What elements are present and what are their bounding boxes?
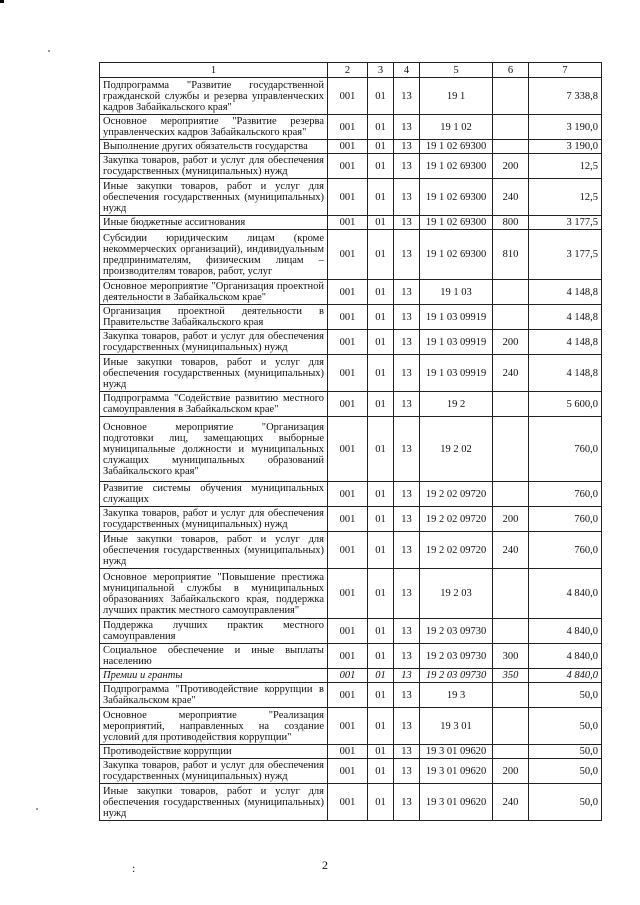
column-header: 5	[420, 63, 493, 78]
row-name-cell: Закупка товаров, работ и услуг для обеспечения государственных (муниципальных) нужд	[100, 154, 328, 179]
subsection-code-cell: 13	[394, 115, 420, 140]
target-article-cell: 19 1 03	[420, 280, 493, 305]
amount-cell: 3 190,0	[529, 140, 602, 154]
column-header: 1	[100, 63, 328, 78]
table-row	[100, 417, 602, 482]
table-row	[100, 569, 602, 619]
section-code-cell: 001	[328, 154, 368, 179]
section-code-cell: 001	[328, 708, 368, 745]
amount-cell: 4 148,8	[529, 330, 602, 355]
column-header: 7	[529, 63, 602, 78]
column-header: 3	[368, 63, 394, 78]
expense-type-cell	[493, 280, 529, 305]
table-row	[100, 392, 602, 417]
row-name-cell: Закупка товаров, работ и услуг для обеспечения государственных (муниципальных) нужд	[100, 330, 328, 355]
table-row	[100, 759, 602, 784]
subsection-code-cell: 01	[368, 392, 394, 417]
row-name-cell: Основное мероприятие "Реализация мероприятий, направленных на создание условий для противодействия коррупции"	[100, 708, 328, 745]
subsection-code-cell: 13	[394, 759, 420, 784]
subsection-code-cell: 13	[394, 392, 420, 417]
subsection-code-cell: 01	[368, 280, 394, 305]
amount-cell: 12,5	[529, 154, 602, 179]
section-code-cell: 001	[328, 78, 368, 115]
subsection-code-cell: 01	[368, 230, 394, 280]
subsection-code-cell: 13	[394, 78, 420, 115]
target-article-cell: 19 1	[420, 78, 493, 115]
row-name-cell: Иные закупки товаров, работ и услуг для обеспечения государственных (муниципальных) нужд	[100, 355, 328, 392]
expense-type-cell: 350	[493, 669, 529, 683]
row-name-cell: Закупка товаров, работ и услуг для обеспечения государственных (муниципальных) нужд	[100, 507, 328, 532]
column-header: 6	[493, 63, 529, 78]
subsection-code-cell: 01	[368, 683, 394, 708]
subsection-code-cell: 13	[394, 708, 420, 745]
subsection-code-cell: 13	[394, 644, 420, 669]
section-code-cell: 001	[328, 305, 368, 330]
amount-cell: 3 190,0	[529, 115, 602, 140]
table-row	[100, 669, 602, 683]
section-code-cell: 001	[328, 230, 368, 280]
amount-cell: 760,0	[529, 507, 602, 532]
table-row	[100, 619, 602, 644]
subsection-code-cell: 13	[394, 305, 420, 330]
target-article-cell: 19 1 03 09919	[420, 305, 493, 330]
subsection-code-cell: 01	[368, 569, 394, 619]
target-article-cell: 19 1 02 69300	[420, 216, 493, 230]
subsection-code-cell: 13	[394, 355, 420, 392]
expense-type-cell	[493, 708, 529, 745]
amount-cell: 50,0	[529, 683, 602, 708]
table-row	[100, 683, 602, 708]
subsection-code-cell: 01	[368, 482, 394, 507]
subsection-code-cell: 01	[368, 708, 394, 745]
amount-cell: 50,0	[529, 745, 602, 759]
row-name-cell: Основное мероприятие "Организация подготовки лиц, замещающих выборные муниципальные должности и муниципальных служащих муниципальных образований Забайкальского края"	[100, 417, 328, 482]
scan-corner-mark	[0, 0, 4, 3]
row-name-cell: Премии и гранты	[100, 669, 328, 683]
row-name-cell: Выполнение других обязательств государства	[100, 140, 328, 154]
expense-type-cell: 800	[493, 216, 529, 230]
subsection-code-cell: 13	[394, 619, 420, 644]
amount-cell: 50,0	[529, 784, 602, 821]
table-row	[100, 154, 602, 179]
amount-cell: 50,0	[529, 708, 602, 745]
subsection-code-cell: 13	[394, 230, 420, 280]
row-name-cell: Развитие системы обучения муниципальных служащих	[100, 482, 328, 507]
row-name-cell: Закупка товаров, работ и услуг для обеспечения государственных (муниципальных) нужд	[100, 759, 328, 784]
subsection-code-cell: 01	[368, 216, 394, 230]
row-name-cell: Иные бюджетные ассигнования	[100, 216, 328, 230]
section-code-cell: 001	[328, 619, 368, 644]
subsection-code-cell: 01	[368, 179, 394, 216]
subsection-code-cell: 13	[394, 280, 420, 305]
amount-cell: 760,0	[529, 482, 602, 507]
row-name-cell: Основное мероприятие "Развитие резерва управленческих кадров Забайкальского края"	[100, 115, 328, 140]
amount-cell: 4 840,0	[529, 669, 602, 683]
section-code-cell: 001	[328, 216, 368, 230]
table-row	[100, 330, 602, 355]
amount-cell: 4 148,8	[529, 280, 602, 305]
target-article-cell: 19 1 03 09919	[420, 355, 493, 392]
target-article-cell: 19 1 02 69300	[420, 154, 493, 179]
table-row	[100, 355, 602, 392]
target-article-cell: 19 3	[420, 683, 493, 708]
subsection-code-cell: 13	[394, 745, 420, 759]
subsection-code-cell: 01	[368, 784, 394, 821]
section-code-cell: 001	[328, 280, 368, 305]
amount-cell: 4 840,0	[529, 569, 602, 619]
expense-type-cell: 200	[493, 759, 529, 784]
expense-type-cell	[493, 305, 529, 330]
subsection-code-cell: 01	[368, 669, 394, 683]
target-article-cell: 19 3 01 09620	[420, 784, 493, 821]
amount-cell: 3 177,5	[529, 216, 602, 230]
expense-type-cell	[493, 619, 529, 644]
section-code-cell: 001	[328, 140, 368, 154]
amount-cell: 4 840,0	[529, 619, 602, 644]
table-row	[100, 140, 602, 154]
expense-type-cell	[493, 392, 529, 417]
table-row	[100, 507, 602, 532]
section-code-cell: 001	[328, 115, 368, 140]
row-name-cell: Организация проектной деятельности в Правительстве Забайкальского края	[100, 305, 328, 330]
subsection-code-cell: 13	[394, 669, 420, 683]
budget-table	[99, 62, 602, 821]
row-name-cell: Подпрограмма "Противодействие коррупции в Забайкальском крае"	[100, 683, 328, 708]
expense-type-cell: 240	[493, 179, 529, 216]
section-code-cell: 001	[328, 569, 368, 619]
target-article-cell: 19 2 03 09730	[420, 669, 493, 683]
expense-type-cell	[493, 482, 529, 507]
amount-cell: 760,0	[529, 532, 602, 569]
section-code-cell: 001	[328, 532, 368, 569]
section-code-cell: 001	[328, 482, 368, 507]
row-name-cell: Основное мероприятие "Организация проектной деятельности в Забайкальском крае"	[100, 280, 328, 305]
table-row	[100, 280, 602, 305]
subsection-code-cell: 01	[368, 305, 394, 330]
table-header-row	[100, 63, 602, 78]
expense-type-cell	[493, 417, 529, 482]
target-article-cell: 19 1 03 09919	[420, 330, 493, 355]
subsection-code-cell: 13	[394, 569, 420, 619]
expense-type-cell	[493, 745, 529, 759]
section-code-cell: 001	[328, 784, 368, 821]
subsection-code-cell: 13	[394, 216, 420, 230]
expense-type-cell: 200	[493, 330, 529, 355]
table-row	[100, 216, 602, 230]
subsection-code-cell: 13	[394, 330, 420, 355]
table-row	[100, 644, 602, 669]
table-row	[100, 179, 602, 216]
section-code-cell: 001	[328, 392, 368, 417]
subsection-code-cell: 13	[394, 482, 420, 507]
table-row	[100, 745, 602, 759]
row-name-cell: Поддержка лучших практик местного самоуправления	[100, 619, 328, 644]
amount-cell: 5 600,0	[529, 392, 602, 417]
row-name-cell: Подпрограмма "Развитие государственной гражданской службы и резерва управленческих кадров Забайкальского края"	[100, 78, 328, 115]
section-code-cell: 001	[328, 669, 368, 683]
row-name-cell: Социальное обеспечение и иные выплаты населению	[100, 644, 328, 669]
target-article-cell: 19 1 02 69300	[420, 230, 493, 280]
section-code-cell: 001	[328, 355, 368, 392]
target-article-cell: 19 2 03	[420, 569, 493, 619]
target-article-cell: 19 2 02 09720	[420, 507, 493, 532]
page-number: 2	[322, 858, 328, 872]
subsection-code-cell: 01	[368, 619, 394, 644]
target-article-cell: 19 3 01 09620	[420, 759, 493, 784]
subsection-code-cell: 01	[368, 644, 394, 669]
subsection-code-cell: 13	[394, 140, 420, 154]
target-article-cell: 19 2 02 09720	[420, 532, 493, 569]
subsection-code-cell: 01	[368, 745, 394, 759]
table-row	[100, 305, 602, 330]
target-article-cell: 19 3 01 09620	[420, 745, 493, 759]
target-article-cell: 19 2 02	[420, 417, 493, 482]
table-body	[100, 78, 602, 821]
expense-type-cell	[493, 140, 529, 154]
section-code-cell: 001	[328, 644, 368, 669]
section-code-cell: 001	[328, 745, 368, 759]
target-article-cell: 19 1 02	[420, 115, 493, 140]
subsection-code-cell: 01	[368, 78, 394, 115]
expense-type-cell: 240	[493, 532, 529, 569]
subsection-code-cell: 13	[394, 683, 420, 708]
row-name-cell: Иные закупки товаров, работ и услуг для обеспечения государственных (муниципальных) нужд	[100, 532, 328, 569]
target-article-cell: 19 3 01	[420, 708, 493, 745]
subsection-code-cell: 01	[368, 154, 394, 179]
subsection-code-cell: 01	[368, 140, 394, 154]
subsection-code-cell: 13	[394, 417, 420, 482]
section-code-cell: 001	[328, 179, 368, 216]
table-row	[100, 784, 602, 821]
expense-type-cell	[493, 115, 529, 140]
section-code-cell: 001	[328, 417, 368, 482]
subsection-code-cell: 01	[368, 115, 394, 140]
amount-cell: 50,0	[529, 759, 602, 784]
target-article-cell: 19 2 03 09730	[420, 644, 493, 669]
amount-cell: 760,0	[529, 417, 602, 482]
target-article-cell: 19 1 02 69300	[420, 140, 493, 154]
subsection-code-cell: 01	[368, 355, 394, 392]
row-name-cell: Иные закупки товаров, работ и услуг для обеспечения государственных (муниципальных) нужд	[100, 179, 328, 216]
amount-cell: 4 148,8	[529, 355, 602, 392]
row-name-cell: Иные закупки товаров, работ и услуг для обеспечения государственных (муниципальных) нужд	[100, 784, 328, 821]
target-article-cell: 19 2 03 09730	[420, 619, 493, 644]
subsection-code-cell: 01	[368, 507, 394, 532]
subsection-code-cell: 13	[394, 532, 420, 569]
subsection-code-cell: 01	[368, 417, 394, 482]
stray-mark: :	[132, 861, 136, 875]
table-row	[100, 532, 602, 569]
subsection-code-cell: 01	[368, 532, 394, 569]
target-article-cell: 19 1 02 69300	[420, 179, 493, 216]
amount-cell: 12,5	[529, 179, 602, 216]
scan-speck	[36, 808, 38, 810]
expense-type-cell: 240	[493, 784, 529, 821]
expense-type-cell: 200	[493, 507, 529, 532]
expense-type-cell	[493, 569, 529, 619]
row-name-cell: Противодействие коррупции	[100, 745, 328, 759]
subsection-code-cell: 01	[368, 330, 394, 355]
amount-cell: 3 177,5	[529, 230, 602, 280]
expense-type-cell	[493, 78, 529, 115]
subsection-code-cell: 13	[394, 179, 420, 216]
expense-type-cell	[493, 683, 529, 708]
column-header: 2	[328, 63, 368, 78]
amount-cell: 4 840,0	[529, 644, 602, 669]
subsection-code-cell: 01	[368, 759, 394, 784]
row-name-cell: Субсидии юридическим лицам (кроме некоммерческих организаций), индивидуальным предпринимателям, физическим лицам – производителям товаров, работ, услуг	[100, 230, 328, 280]
expense-type-cell: 300	[493, 644, 529, 669]
section-code-cell: 001	[328, 330, 368, 355]
target-article-cell: 19 2	[420, 392, 493, 417]
row-name-cell: Основное мероприятие "Повышение престижа муниципальной службы в муниципальных образованиях Забайкальского края, поддержка лучших практик местного самоуправления"	[100, 569, 328, 619]
table-row	[100, 78, 602, 115]
amount-cell: 4 148,8	[529, 305, 602, 330]
expense-type-cell: 240	[493, 355, 529, 392]
table-row	[100, 708, 602, 745]
subsection-code-cell: 13	[394, 507, 420, 532]
table-row	[100, 115, 602, 140]
subsection-code-cell: 13	[394, 784, 420, 821]
table-row	[100, 482, 602, 507]
subsection-code-cell: 13	[394, 154, 420, 179]
row-name-cell: Подпрограмма "Содействие развитию местного самоуправления в Забайкальском крае"	[100, 392, 328, 417]
column-header: 4	[394, 63, 420, 78]
target-article-cell: 19 2 02 09720	[420, 482, 493, 507]
section-code-cell: 001	[328, 507, 368, 532]
expense-type-cell: 200	[493, 154, 529, 179]
table-row	[100, 230, 602, 280]
section-code-cell: 001	[328, 683, 368, 708]
expense-type-cell: 810	[493, 230, 529, 280]
section-code-cell: 001	[328, 759, 368, 784]
scan-speck	[48, 50, 50, 52]
amount-cell: 7 338,8	[529, 78, 602, 115]
